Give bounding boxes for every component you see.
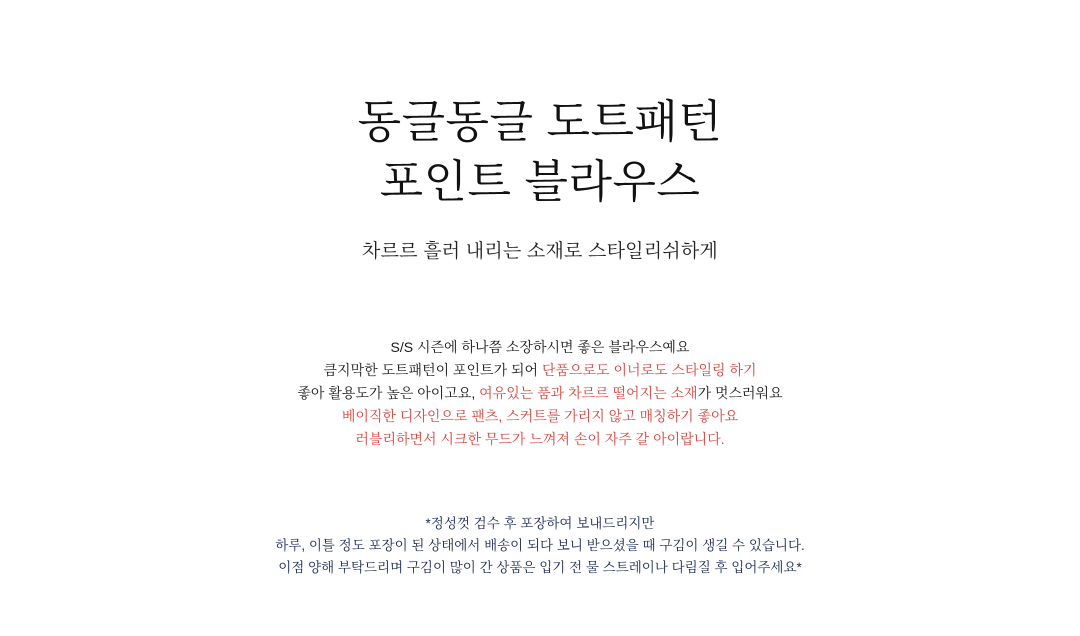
description-line-2-accent: 단품으로도 이너로도 스타일링 하기 [541,362,757,378]
description-line-3-accent: 여유있는 품과 차르르 떨어지는 소재 [479,385,698,401]
description-line-3 [297,382,782,405]
shipping-note-block [275,513,805,579]
note-line-2: 하루, 이틀 정도 포장이 된 상태에서 배송이 되다 보니 받으셨을 때 구김이 생길 수 있습니다. [275,538,805,553]
description-line-3-plain-end: 가 멋스러워요 [697,385,783,401]
title-line-1: 동글동글 도트패턴 [357,96,723,147]
description-line-2 [297,359,782,382]
description-block [297,336,782,451]
page-subtitle: 차르르 흘러 내리는 소재로 스타일리쉬하게 [362,241,718,262]
note-line-1: *정성껏 검수 후 포장하여 보내드리지만 [425,516,655,531]
description-line-1: S/S 시즌에 하나쯤 소장하시면 좋은 블라우스예요 [390,339,690,355]
page-title [358,92,723,212]
description-line-5: 러블리하면서 시크한 무드가 느껴져 손이 자주 갈 아이랍니다. [355,431,725,447]
title-line-2: 포인트 블라우스 [379,156,701,207]
description-line-4: 베이직한 디자인으로 팬츠, 스커트를 가리지 않고 매칭하기 좋아요 [341,408,739,424]
description-line-3-plain-start: 좋아 활용도가 높은 아이고요, [297,385,480,401]
note-line-3: 이점 양해 부탁드리며 구김이 많이 간 상품은 입기 전 물 스트레이나 다림질 후 입어주세요* [278,560,802,575]
description-line-2-plain: 큼지막한 도트패턴이 포인트가 되어 [323,362,542,378]
